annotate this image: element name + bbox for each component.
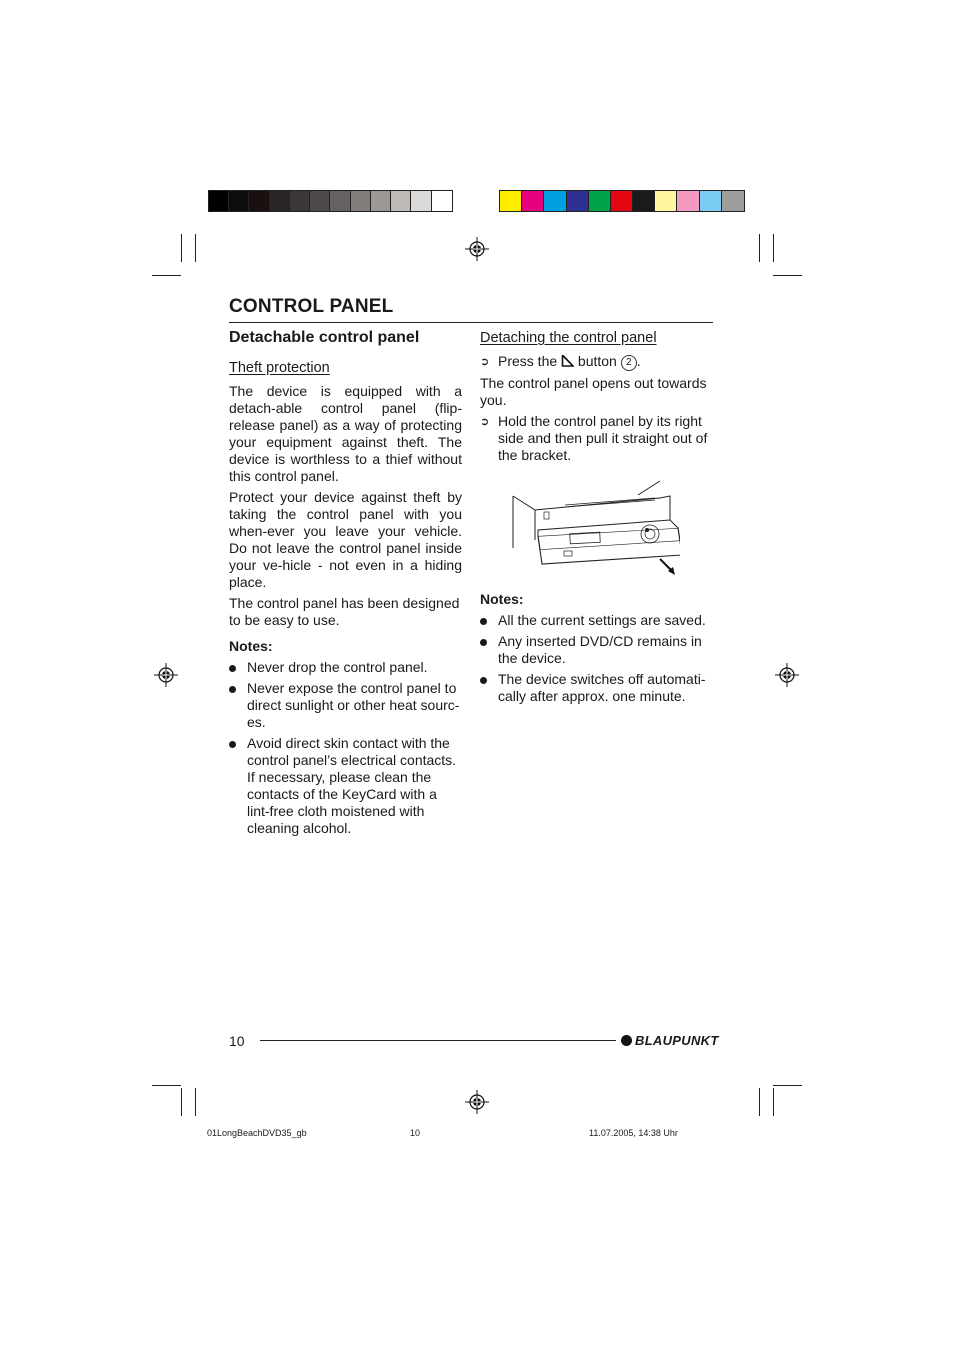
color-swatch (700, 191, 722, 211)
theft-protection-heading: Theft protection (229, 360, 330, 376)
color-swatch (432, 191, 452, 211)
footer-rule (260, 1040, 616, 1041)
color-swatch (655, 191, 677, 211)
color-swatch (209, 191, 229, 211)
paragraph: The device is equipped with a detach-able control panel (flip-release panel) as a way of protecting your equipment against theft. The device is worthless to a thief without this control panel. (229, 383, 462, 484)
detaching-heading: Detaching the control panel (480, 330, 657, 346)
list-item: All the current settings are saved. (480, 612, 713, 629)
right-column (480, 353, 713, 468)
slug-page: 10 (410, 1128, 421, 1138)
color-swatch (330, 191, 350, 211)
color-swatch (351, 191, 371, 211)
crop-mark (152, 275, 181, 276)
bullet-icon (480, 677, 487, 684)
bullet-icon (480, 639, 487, 646)
step-detach-panel: ➲ Hold the control panel by its right side and then pull it straight out of the bracket. (480, 413, 708, 463)
color-calibration-bar (499, 190, 745, 212)
slug-date: 11.07.2005, 14:38 Uhr (589, 1128, 678, 1138)
section-title: Detachable control panel (229, 329, 420, 346)
arrow-icon: ➲ (480, 356, 490, 368)
page-number: 10 (229, 1033, 245, 1049)
grayscale-calibration-bar (208, 190, 453, 212)
color-swatch (589, 191, 611, 211)
registration-mark-icon (465, 1090, 489, 1114)
color-swatch (722, 191, 744, 211)
list-item: Never expose the control panel to direct sunlight or other heat sourc-es. (229, 680, 462, 731)
crop-mark (759, 1088, 760, 1116)
list-item: Never drop the control panel. (229, 659, 462, 676)
brand-logo: BLAUPUNKT (621, 1033, 719, 1048)
crop-mark (195, 1088, 196, 1116)
color-swatch (391, 191, 411, 211)
logo-ball-icon (621, 1035, 632, 1046)
color-swatch (500, 191, 522, 211)
crop-mark (773, 275, 802, 276)
color-swatch (290, 191, 310, 211)
crop-mark (181, 234, 182, 262)
crop-mark (181, 1088, 182, 1116)
paragraph: Protect your device against theft by taking the control panel with you when-ever you leave your vehicle. Do not leave the control panel inside your ve-hicle - not even in a hiding place. (229, 489, 462, 590)
arrow-icon: ➲ (480, 416, 490, 428)
color-swatch (567, 191, 589, 211)
color-swatch (249, 191, 269, 211)
crop-mark (773, 234, 774, 262)
color-swatch (310, 191, 330, 211)
bullet-icon (229, 665, 236, 672)
release-button-icon (561, 355, 574, 367)
bullet-icon (229, 741, 236, 748)
paragraph: The control panel has been designed to be easy to use. (229, 595, 460, 628)
button-number-badge: 2 (621, 355, 637, 371)
notes-list (229, 659, 462, 837)
color-swatch (270, 191, 290, 211)
crop-mark (773, 1085, 802, 1086)
right-notes (480, 591, 713, 709)
color-swatch (411, 191, 431, 211)
list-item: Avoid direct skin contact with the control panel’s electrical contacts. If necessary, please clean the contacts of the KeyCard with a lint-free cloth moistened with cleaning alcohol. (229, 735, 462, 837)
list-item: The device switches off automati-cally after approx. one minute. (480, 671, 713, 705)
crop-mark (773, 1088, 774, 1116)
crop-mark (759, 234, 760, 262)
color-swatch (522, 191, 544, 211)
crop-mark (195, 234, 196, 262)
color-swatch (229, 191, 249, 211)
slug-filename: 01LongBeachDVD35_gb (207, 1128, 307, 1138)
crop-mark (152, 1085, 181, 1086)
step-press-button: ➲ Press the button 2 . (480, 353, 641, 369)
color-swatch (611, 191, 633, 211)
notes-list (480, 612, 713, 705)
color-swatch (633, 191, 655, 211)
notes-heading: Notes: (480, 591, 524, 607)
registration-mark-icon (775, 663, 799, 687)
device-illustration (510, 478, 680, 578)
title-rule (229, 322, 713, 323)
color-swatch (677, 191, 699, 211)
registration-mark-icon (154, 663, 178, 687)
page-title: CONTROL PANEL (229, 296, 394, 317)
registration-mark-icon (465, 237, 489, 261)
notes-heading: Notes: (229, 638, 273, 654)
paragraph: The control panel opens out towards you. (480, 375, 707, 408)
left-column (229, 383, 462, 841)
list-item: Any inserted DVD/CD remains in the device. (480, 633, 713, 667)
color-swatch (544, 191, 566, 211)
bullet-icon (229, 686, 236, 693)
color-swatch (371, 191, 391, 211)
bullet-icon (480, 618, 487, 625)
